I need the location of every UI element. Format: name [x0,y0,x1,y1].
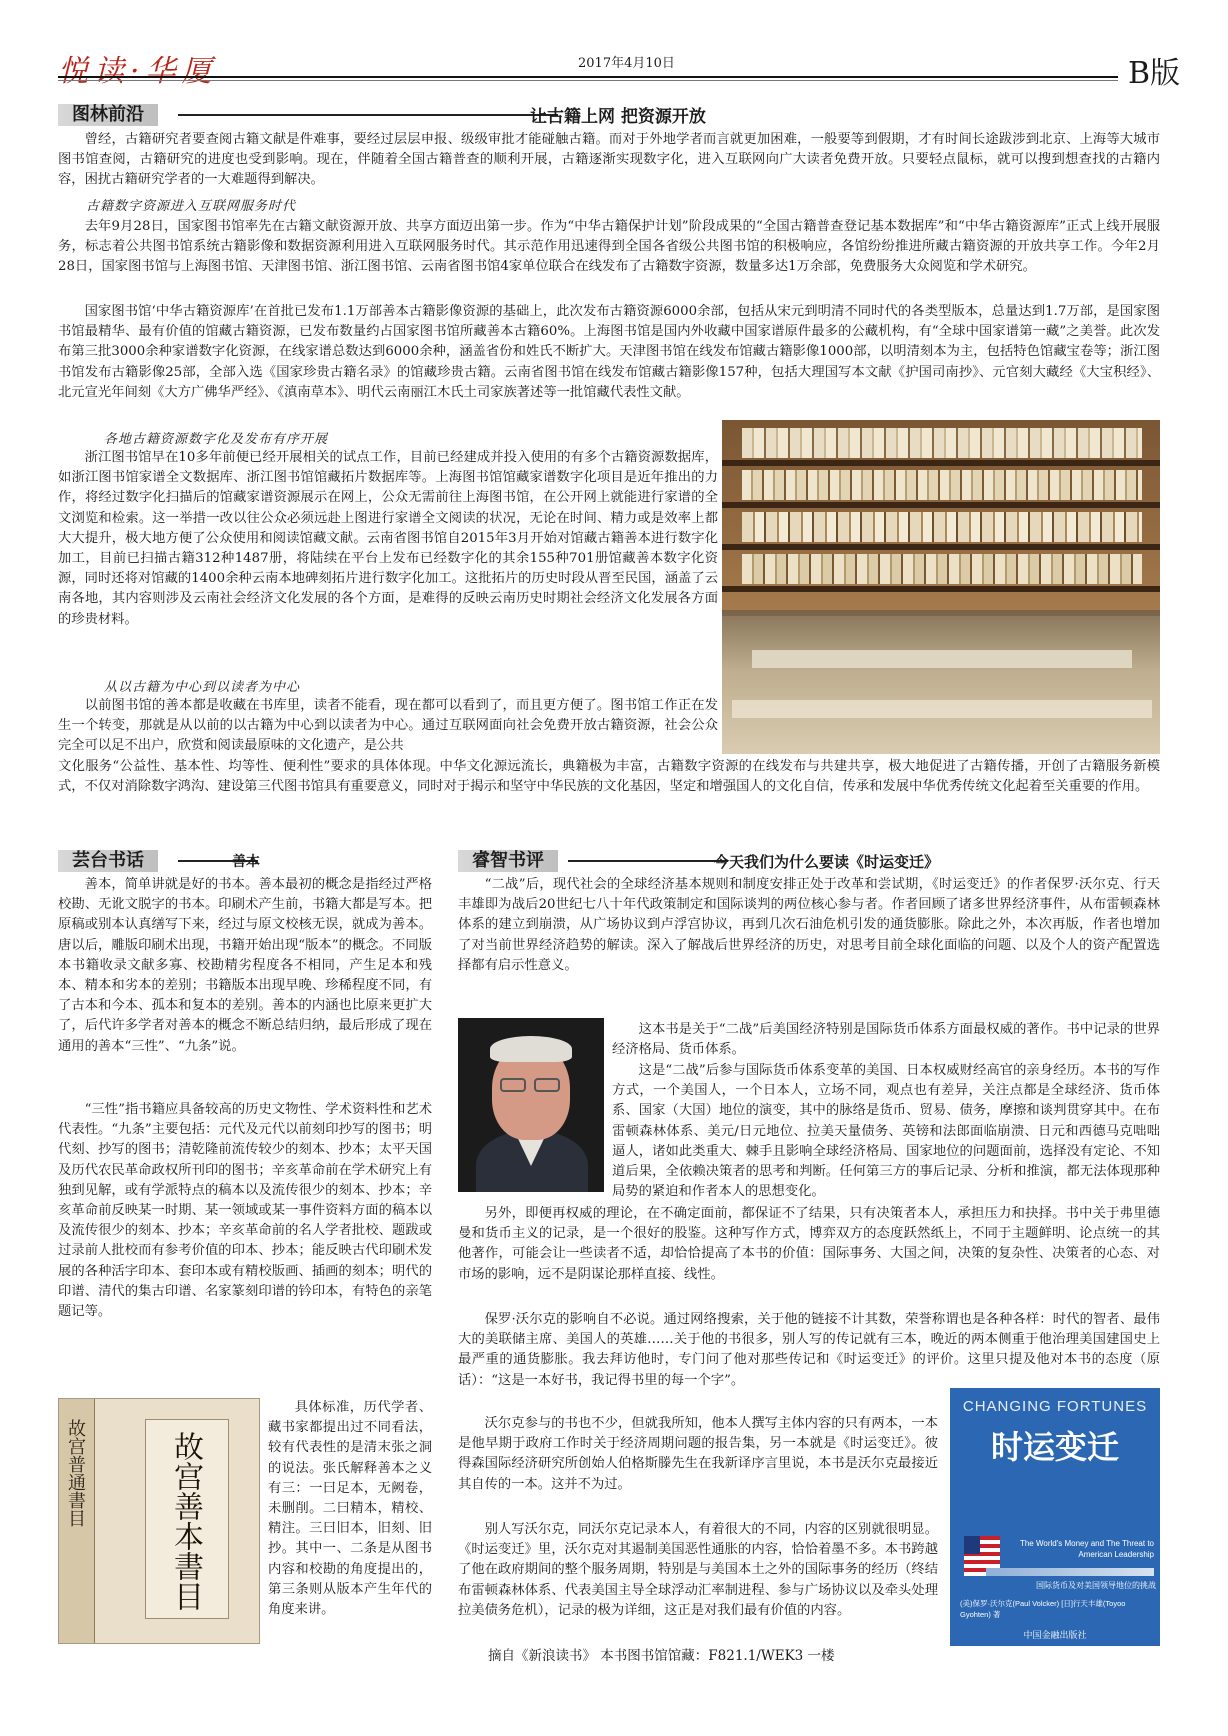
subheading: 古籍数字资源进入互联网服务时代 [86,199,297,214]
tag-rule [178,114,558,116]
article-paragraph: 浙江图书馆早在10多年前便已经开展相关的试点工作，目前已经建成并投入使用的有多个古籍资源数据库，如浙江图书馆家谱全文数据库、浙江图书馆馆藏拓片数据库等。上海图书馆馆藏家谱数字化项目是近年推出的力作，将经过数字化扫描后的馆藏家谱资源展示在网上，公众无需前往上海图书馆，在公开网上就能进行家谱的全文浏览和检索。这一举措一改以往公众必须远赴上图进行家谱全文阅读的状况，无论在时间、精力或是效率上都大大提升，极大地方便了公众使用和阅读馆藏文献。云南省图书馆自2015年3月开始对馆藏古籍善本进行数字化加工，目前已扫描古籍312种1487册，将陆续在平台上发布已经数字化的其余155种701册馆藏善本数字化资源，同时还将对馆藏的1400余种云南本地碑刻拓片进行数字化加工。这批拓片的历史时段从晋至民国，涵盖了云南各地，其内容则涉及云南社会经济文化发展的各个方面，是难得的反映云南历史时期社会经济文化发展各方面的珍贵材料。 [58,450,718,627]
subheading: 各地古籍资源数字化及发布有序开展 [104,432,329,447]
edition-label: B版 [1128,56,1181,91]
display-case-glass [752,650,1132,668]
article-paragraph: 文化服务“公益性、基本性、均等性、便利性”要求的具体体现。中华文化源远流长，典籍极为丰富，古籍数字资源的在线发布与共建共享，极大地促进了古籍传播，开创了古籍服务新模式，不仅对消除数字鸿沟、建设第三代图书馆具有重要意义，同时对于揭示和坚守中华民族的文化基因，坚定和增强国人的文化自信，传承和发展中华优秀传统文化起着至关重要的作用。 [58,759,1160,795]
article-paragraph: 保罗·沃尔克的影响自不必说。通过网络搜索，关于他的链接不计其数，荣誉称谓也是各种各样：时代的智者、最伟大的美联储主席、美国人的英雄……关于他的书很多，别人写的传记就有三本，晚近的两本侧重于他治理美国建国史上最严重的通货膨胀。我去拜访他时，专门问了他对那些传记和《时运变迁》的评价。这里只提及他对本书的态度（原话）：“这是一本好书，我记得书里的每一个字”。 [458,1312,1160,1388]
changing-fortunes-cover [950,1388,1160,1646]
article-paragraph: 这本书是关于“二战”后美国经济特别是国际货币体系方面最权威的著作。书中记录的世界经济格局、货币体系。 [612,1022,1160,1058]
book-row [742,470,1142,500]
article-title: 今天我们为什么要读《时运变迁》 [714,853,940,871]
display-case-glass [732,700,1152,718]
shelf-board [722,460,1160,466]
volcker-portrait-photo [458,1018,604,1192]
article-paragraph: 另外，即便再权威的理论，在不确定面前，都保证不了结果，只有决策者本人，承担压力和抉择。书中关于弗里德曼和货币主义的记录，是一个很好的股鉴。这种写作方式，博弈双方的态度跃然纸上，不同于主题鲜明、论点统一的其他著作，可能会让一些读者不适，却恰恰提高了本书的价值：国际事务、大国之间，决策的复杂性、决策者的心态、对市场的影响，远不是阴谋论那样直接、线性。 [458,1206,1160,1282]
source-credit: 摘自《新浪读书》 本书图书馆馆藏：F821.1/WEK3 一楼 [488,1648,835,1664]
article-title: 让古籍上网 把资源开放 [530,107,706,127]
article-paragraph: 去年9月28日，国家图书馆率先在古籍文献资源开放、共享方面迈出第一步。作为“中华古籍保护计划”阶段成果的“全国古籍普查登记基本数据库”和“中华古籍资源库”正式上线开展服务，标志着公共图书馆系统古籍影像和数据资源利用进入互联网服务时代。其示范作用迅速得到全国各省级公共图书馆的积极响应，各馆纷纷推进所藏古籍资源的开放共享工作。今年2月28日，国家图书馆与上海图书馆、天津图书馆、浙江图书馆、云南省图书馆4家单位联合在线发布了古籍数字资源，数量多达1万余部，免费服务大众阅览和学术研究。 [58,219,1160,275]
cover-chinese-subtitle: 国际货币及对美国领导地位的挑战 [1036,1581,1156,1590]
display-cases [722,616,1160,754]
library-stacks-photo [722,420,1160,754]
flag-canton [964,1536,980,1554]
shelf-board [722,586,1160,592]
article-title: 善本 [232,854,260,870]
article-paragraph: 以前图书馆的善本都是收藏在书库里，读者不能看，现在都可以看到了，而且更方便了。图书馆工作正在发生一个转变，那就是从以前的以古籍为中心到以读者为中心。通过互联网面向社会免费开放古籍资源，社会公众完全可以足不出户，欣赏和阅读最原味的文化遗产，是公共 [58,698,718,754]
book-spine-title: 故宫普通書目 [65,1419,86,1527]
book-row [742,512,1142,542]
subheading: 从以古籍为中心到以读者为中心 [104,680,301,695]
article-paragraph: “二战”后，现代社会的全球经济基本规则和制度安排正处于改革和尝试期，《时运变迁》的作者保罗·沃尔克、行天丰雄即为战后20世纪七八十年代政策制定和国际谈判的两位核心参与者。作者回顾了诸多世界经济事件，从布雷顿森林体系的建立到崩溃，从广场协议到卢浮宫协议，再到几次石油危机引发的通货膨胀。除此之外，本次再版，作者也增加了对当前世界经济趋势的解读。深入了解战后世界经济的历史，对思考目前全球化面临的问题、以及个人的资产配置选择都有启示性意义。 [458,877,1160,973]
article-paragraph: “三性”指书籍应具备较高的历史文物性、学术资料性和艺术代表性。“九条”主要包括：元代及元代以前刻印抄写的图书；明代刻、抄写的图书；清乾隆前流传较少的刻本、抄本；太平天国及历代农民革命政权所刊印的图书；辛亥革命前在学术研究上有独到见解，或有学派特点的稿本以及流传很少的刻本、抄本；辛亥革命前反映某一时期、某一领域或某一事件资料方面的稿本以及流传很少的刻本、抄本；辛亥革命前的名人学者批校、题跋或过录前人批校而有参考价值的印本、抄本；能反映古代印刷术发展的各种活字印本、套印本或有精校版画、插画的刻本；明代的印谱、清代的集古印谱、名家篆刻印谱的钤印本，有特色的亲笔题记等。 [58,1102,432,1320]
article-paragraph: 善本，简单讲就是好的书本。善本最初的概念是指经过严格校勘、无讹文脱字的书本。印刷术产生前，书籍大都是写本。把原稿或别本认真缮写下来，经过与原文校核无误，就成为善本。唐以后，雕版印刷术出现，书籍开始出现“版本”的概念。不同版本书籍收录文献多寡、校勘精劣程度各不相同，产生足本和残本、精本和劣本的差别；书籍版本出现早晚、珍稀程度不同，有了古本和今本、孤本和复本的差别。善本的内涵也比原来更扩大了，后代许多学者对善本的概念不断总结归纳，最后形成了现在通用的善本“三性”、“九条”说。 [58,877,432,1054]
masthead-rule [58,76,1118,78]
article-paragraph: 曾经，古籍研究者要查阅古籍文献是件难事，要经过层层申报、级级审批才能碰触古籍。而对于外地学者而言就更加困难，一般要等到假期，才有时间长途跋涉到北京、上海等大城市图书馆查阅，古籍研究的进度也受到影响。现在，伴随着全国古籍普查的顺利开展，古籍逐渐实现数字化，进入互联网向广大读者免费开放。只要轻点鼠标，就可以搜到想查找的古籍内容，困扰古籍研究学者的一大难题得到解决。 [58,132,1160,188]
glasses-icon [534,1078,560,1092]
article-paragraph: 沃尔克参与的书也不少，但就我所知，他本人撰写主体内容的只有两本，一本是他早期于政府工作时关于经济周期问题的报告集，另一本就是《时运变迁》。彼得森国际经济研究所创始人伯格斯滕先生在我新译序言里说，本书是沃尔克最接近其自传的一本。这并不为过。 [458,1416,938,1492]
cover-band [986,1568,1154,1576]
book-title: 故宫善本書目 [168,1431,203,1611]
section-tag-label: 芸台书话 [58,850,158,872]
portrait-hair [490,1036,572,1062]
article-paragraph: 这是“二战”后参与国际货币体系变革的美国、日本权威财经高官的亲身经历。本书的写作方式，一个美国人，一个日本人，立场不同，观点也有差异，关注点都是全球经济、货币体系、国家（大国）地位的演变，其中的脉络是货币、贸易、债务，摩擦和谈判贯穿其中。在布雷顿森林体系、美元/日元地位、拉美天量债务、英镑和法郎面临崩溃、日元和西德马克咄咄逼人，诸如此类重大、棘手且影响全球经济格局、国家地位的问题面前，选择没有定论、不知道后果，全依赖决策者的思考和判断。任何第三方的事后记录、分析和推演，都无法体现那种局势的紧迫和作者本人的思想变化。 [612,1063,1160,1200]
catalog-book-photo [58,1398,260,1644]
glasses-icon [500,1078,526,1092]
cover-english-title: CHANGING FORTUNES [962,1398,1148,1415]
issue-date: 2017年4月10日 [578,56,675,71]
article-paragraph: 国家图书馆‘中华古籍资源库’在首批已发布1.1万部善本古籍影像资源的基础上，此次发布古籍资源6000余部，包括从宋元到明清不同时代的各类型版本，总量达到1.7万部，是国家图书馆最精华、最有价值的馆藏古籍资源，已发布数量约占国家图书馆所藏善本古籍60%。上海图书馆是国内外收藏中国家谱原件最多的公藏机构，有“全球中国家谱第一藏”之美誉。此次发布第三批3000余种家谱数字化资源，在线家谱总数达到6000余种，涵盖省份和姓氏不断扩大。天津图书馆在线发布馆藏古籍影像1000部，以明清刻本为主，包括特色馆藏宝卷等；浙江图书馆发布古籍影像25部，全部入选《国家珍贵古籍名录》的馆藏珍贵古籍。云南省图书馆在线发布馆藏古籍影像157种，包括大理国写本文献《护国司南抄》、元官刻大藏经《大宝积经》、北元宣光年间刻《大方广佛华严经》、《滇南草本》、明代云南丽江木氏土司家族著述等一批馆藏代表性文献。 [58,304,1160,400]
cover-english-subtitle: The World's Money and The Threat to American Leadership [1019,1539,1154,1559]
masthead-rule-thin [58,80,1118,81]
article-paragraph: 别人写沃尔克，同沃尔克记录本人，有着很大的不同，内容的区别就很明显。《时运变迁》里，沃尔克对其遏制美国恶性通胀的内容，恰恰着墨不多。本书跨越了他在政府期间的整个服务周期，特别是与美国本土之外的国际事务的经历（终结布雷顿森林体系、代表美国主导全球浮动汇率制进程、参与广场协议以及牵头处理拉美债务危机），记录的极为详细，这正是对我们最有价值的内容。 [458,1522,938,1618]
book-row [742,428,1142,458]
tag-rule [568,860,728,862]
section-tag-label: 图林前沿 [58,104,158,126]
book-row [742,554,1142,584]
cover-chinese-title: 时运变迁 [990,1428,1119,1466]
shelf-board [722,502,1160,508]
cover-authors: (美)保罗·沃尔克(Paul Volcker) [日]行天丰雄(Toyoo Gyohten) 著 [960,1599,1126,1619]
masthead-logo: 悦读·华厦 [58,54,218,89]
shelf-board [722,544,1160,550]
cover-publisher: 中国金融出版社 [1023,1631,1087,1641]
article-paragraph: 具体标准，历代学者、藏书家都提出过不同看法，较有代表性的是清末张之洞的说法。张氏解释善本之义有三：一曰足本，无阙卷，未删削。二曰精本，精校、精注。三曰旧本，旧刻、旧抄。其中一、二条是从图书内容和校勘的角度提出的，第三条则从版本产生年代的角度来讲。 [268,1400,432,1618]
section-tag-label: 睿智书评 [458,850,558,872]
